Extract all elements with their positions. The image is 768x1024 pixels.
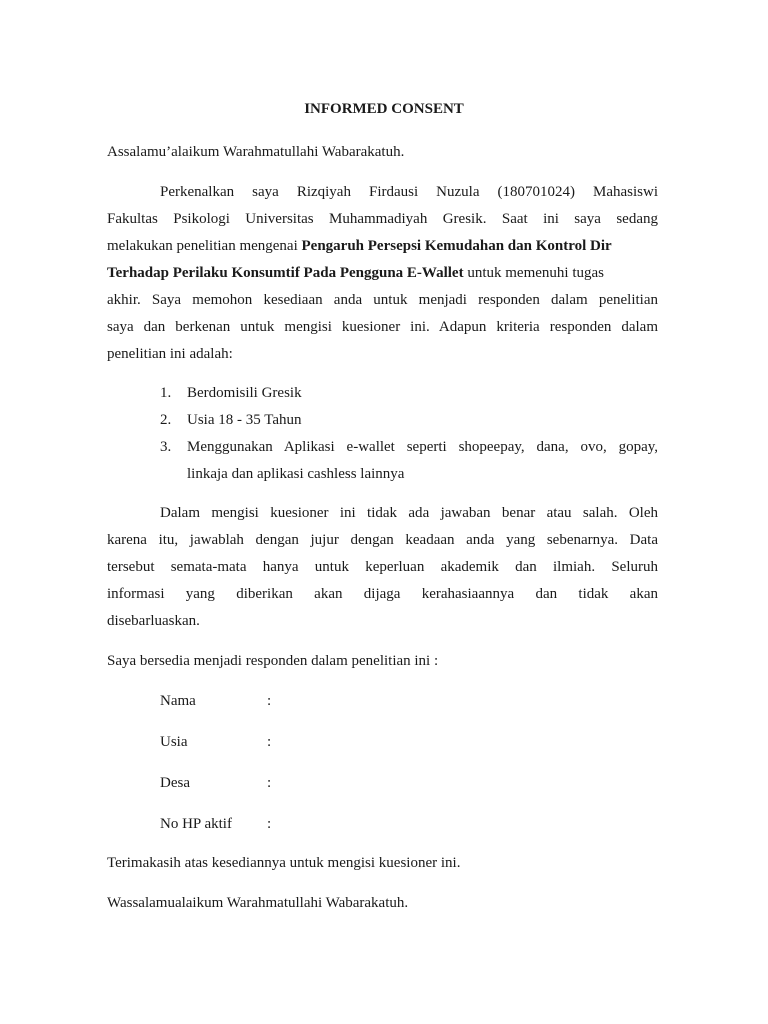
field-colon-nama: :	[267, 693, 272, 709]
intro-line-5: akhir. Saya memohon kesediaan anda untuk menjadi responden dalam penelitian	[107, 292, 658, 308]
criteria-item-1: Berdomisili Gresik	[187, 385, 302, 401]
document-title: INFORMED CONSENT	[304, 101, 464, 117]
field-label-nama: Nama	[160, 693, 196, 709]
criteria-number-2: 2.	[160, 412, 172, 428]
statement-line-2: karena itu, jawablah dengan jujur dengan keadaan anda yang sebenarnya. Data	[107, 532, 658, 548]
statement-line-4: informasi yang diberikan akan dijaga kerahasiaannya dan tidak akan	[107, 586, 658, 602]
statement-line-5: disebarluaskan.	[107, 613, 200, 629]
field-label-desa: Desa	[160, 775, 190, 791]
intro-line-4	[107, 263, 604, 283]
criteria-item-2: Usia 18 - 35 Tahun	[187, 412, 302, 428]
agreement-statement: Saya bersedia menjadi responden dalam penelitian ini :	[107, 653, 439, 669]
intro-line-1: Perkenalkan saya Rizqiyah Firdausi Nuzula (180701024) Mahasiswi	[160, 184, 658, 200]
statement-line-3: tersebut semata-mata hanya untuk keperluan akademik dan ilmiah. Seluruh	[107, 559, 658, 575]
intro-line-4-text: untuk memenuhi tugas	[463, 265, 604, 281]
field-label-usia: Usia	[160, 734, 188, 750]
research-title-part-1: Pengaruh Persepsi Kemudahan dan Kontrol Dir	[301, 238, 612, 254]
intro-line-3	[107, 236, 612, 256]
field-colon-desa: :	[267, 775, 272, 791]
research-title-part-2: Terhadap Perilaku Konsumtif Pada Pengguna E-Wallet	[107, 265, 464, 281]
field-colon-no-hp: :	[267, 816, 272, 832]
criteria-number-1: 1.	[160, 385, 172, 401]
thanks-line: Terimakasih atas kesediannya untuk mengisi kuesioner ini.	[107, 855, 461, 871]
greeting: Assalamu’alaikum Warahmatullahi Wabarakatuh.	[107, 144, 405, 160]
criteria-number-3: 3.	[160, 439, 172, 455]
intro-line-3-text: melakukan penelitian mengenai	[107, 238, 302, 254]
criteria-item-3-line-2: linkaja dan aplikasi cashless lainnya	[187, 466, 405, 482]
field-label-no-hp: No HP aktif	[160, 816, 232, 832]
intro-line-7: penelitian ini adalah:	[107, 346, 233, 362]
field-colon-usia: :	[267, 734, 272, 750]
statement-line-1: Dalam mengisi kuesioner ini tidak ada jawaban benar atau salah. Oleh	[160, 505, 658, 521]
criteria-item-3-line-1: Menggunakan Aplikasi e-wallet seperti shopeepay, dana, ovo, gopay,	[187, 439, 658, 455]
intro-line-2: Fakultas Psikologi Universitas Muhammadiyah Gresik. Saat ini saya sedang	[107, 211, 658, 227]
closing-line: Wassalamualaikum Warahmatullahi Wabarakatuh.	[107, 895, 409, 911]
intro-line-6: saya dan berkenan untuk mengisi kuesioner ini. Adapun kriteria responden dalam	[107, 319, 658, 335]
